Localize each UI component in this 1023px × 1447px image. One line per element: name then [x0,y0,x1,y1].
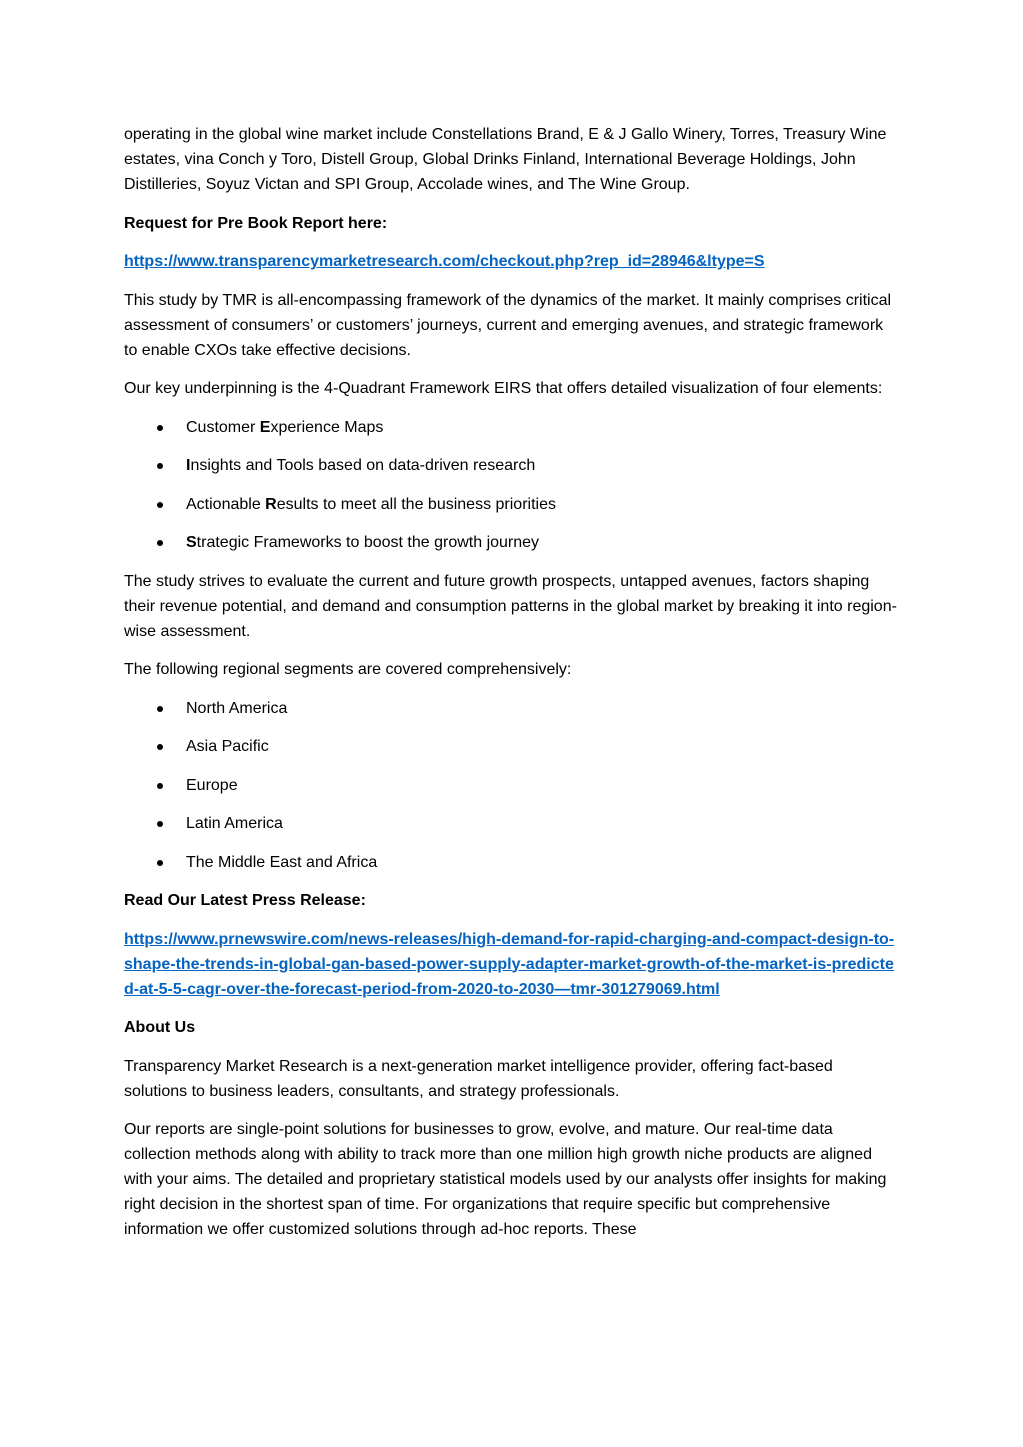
bullet-icon [157,502,163,508]
list-item: Customer Experience Maps [124,415,900,440]
list-item: Strategic Frameworks to boost the growth journey [124,530,900,555]
bullet-icon [157,540,163,546]
list-item: Europe [124,773,900,798]
bullet-icon [157,463,163,469]
about-paragraph: Transparency Market Research is a next-generation market intelligence provider, offering fact-based solutions to business leaders, consultants, and strategy professionals. [124,1057,833,1100]
intro-paragraph: operating in the global wine market include Constellations Brand, E & J Gallo Winery, Torres, Treasury Wine estates, vina Conch y Toro, Distell Group, Global Drinks Finland, International Beverage Holdings, John Distilleries, Soyuz Victan and SPI Group, Accolade wines, and The Wine Group. [124,126,887,193]
evaluate-paragraph: The study strives to evaluate the current and future growth prospects, untapped avenues, factors shaping their revenue potential, and demand and consumption patterns in the global market by breaking it into region-wise assessment. [124,572,897,640]
list-item: North America [124,696,900,721]
list-item: The Middle East and Africa [124,850,900,875]
bullet-icon [157,860,163,866]
list-item: Asia Pacific [124,734,900,759]
eirs-list [124,415,900,556]
reports-paragraph: Our reports are single-point solutions for businesses to grow, evolve, and mature. Our real-time data collection methods along with ability to track more than one million high growth niche products are aligned with your aims. The detailed and proprietary statistical models used by our analysts offer insights for making right decision in the shortest span of time. For organizations that require specific but comprehensive information we offer customized solutions through ad-hoc reports. These [124,1121,887,1238]
regions-list [124,696,900,875]
bullet-icon [157,425,163,431]
about-heading: About Us [124,1019,196,1036]
list-item: Insights and Tools based on data-driven research [124,453,900,478]
press-heading: Read Our Latest Press Release: [124,892,366,909]
study-paragraph: This study by TMR is all-encompassing framework of the dynamics of the market. It mainly comprises critical assessment of consumers’ or customers’ journeys, current and emerging avenues, and strategic framework to enable CXOs take effective decisions. [124,291,892,359]
bullet-icon [157,821,163,827]
press-link-paragraph [124,927,900,1002]
request-link[interactable]: https://www.transparencymarketresearch.com/checkout.php?rep_id=28946&ltype=S [124,253,765,270]
press-release-link[interactable]: https://www.prnewswire.com/news-releases/high-demand-for-rapid-charging-and-compact-design-to-shape-the-trends-in-global-gan-based-power-supply-adapter-market-growth-of-the-market-is-predicted-at-5-5-cagr-over-the-forecast-period-from-2020-to-2030—tmr-301279069.html [124,930,895,998]
regional-intro-paragraph: The following regional segments are covered comprehensively: [124,661,572,678]
bullet-icon [157,744,163,750]
list-item: Actionable Results to meet all the business priorities [124,492,900,517]
document-page [124,122,900,1256]
request-heading: Request for Pre Book Report here: [124,214,388,232]
framework-paragraph: Our key underpinning is the 4-Quadrant Framework EIRS that offers detailed visualization of four elements: [124,380,883,397]
request-link-paragraph [124,249,900,274]
bullet-icon [157,706,163,712]
bullet-icon [157,783,163,789]
list-item: Latin America [124,811,900,836]
